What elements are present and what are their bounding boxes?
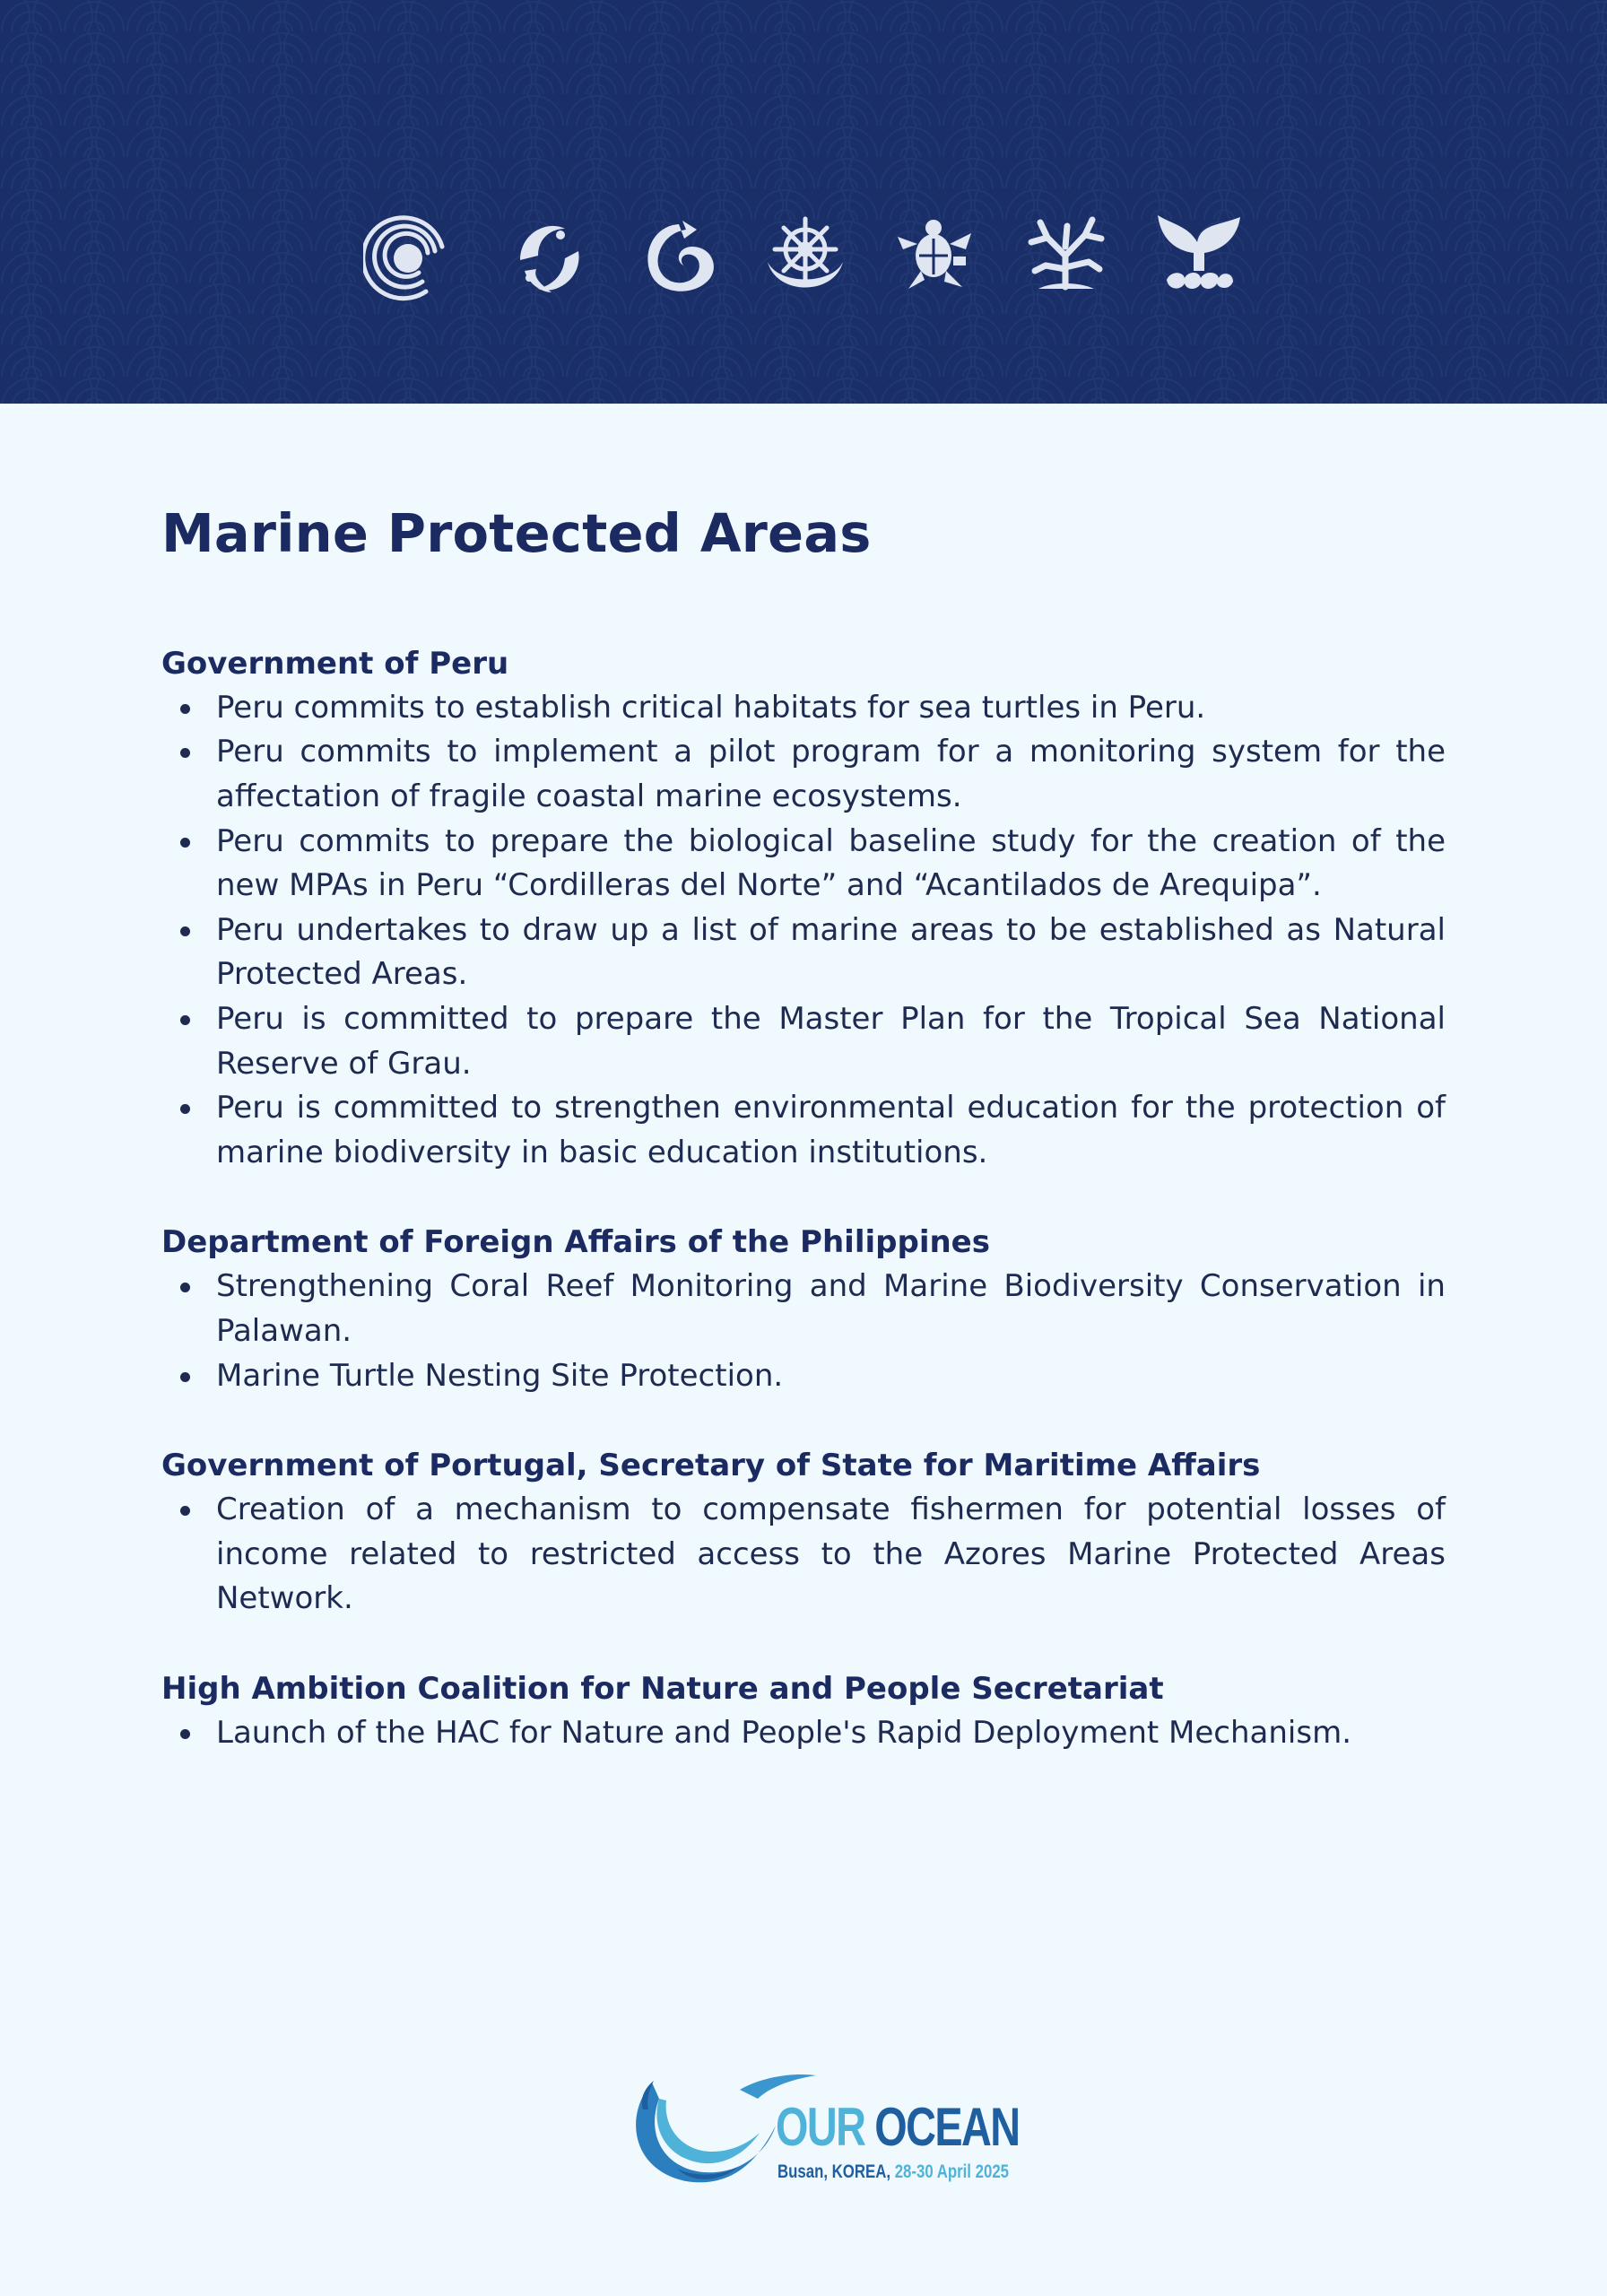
commitment-list (161, 1265, 1446, 1398)
section-portugal (161, 1443, 1446, 1622)
fish-circle-icon (502, 206, 592, 305)
whale-tail-icon (1154, 206, 1244, 305)
ship-wheel-icon (760, 206, 850, 305)
list-item: Peru commits to prepare the biological baseline study for the creation of the new MPAs in Peru “Cordilleras del Norte” and “Acantilados de Arequipa”. (216, 820, 1446, 909)
logo-dates: 28-30 April 2025 (894, 2161, 1010, 2182)
list-item: Launch of the HAC for Nature and People's Rapid Deployment Mechanism. (216, 1711, 1446, 1756)
logo-word-our: OUR (776, 2097, 865, 2157)
banner-icon-row (0, 206, 1607, 305)
header-banner (0, 0, 1607, 404)
page-title: Marine Protected Areas (161, 502, 872, 564)
section-peru (161, 641, 1446, 1176)
logo-event-info (777, 2161, 1009, 2183)
logo-word-ocean: OCEAN (874, 2097, 1020, 2157)
section-heading: Government of Portugal, Secretary of State for Maritime Affairs (161, 1448, 1261, 1484)
logo-location: Busan, KOREA, (777, 2161, 891, 2182)
scale-pattern-background (0, 0, 1607, 404)
document-body (161, 502, 1446, 1800)
list-item: Peru is committed to strengthen environmental education for the protection of marine biodiversity in basic education institutions. (216, 1086, 1446, 1175)
sea-turtle-icon (890, 206, 980, 305)
logo-wordmark (776, 2099, 1019, 2156)
commitment-list (161, 1711, 1446, 1756)
list-item: Peru commits to implement a pilot program for a monitoring system for the affectation of fragile coastal marine ecosystems. (216, 730, 1446, 819)
list-item: Peru undertakes to draw up a list of marine areas to be established as Natural Protected Areas. (216, 909, 1446, 997)
section-heading: Department of Foreign Affairs of the Philippines (161, 1224, 990, 1261)
commitment-list (161, 686, 1446, 1176)
section-heading: Government of Peru (161, 645, 509, 682)
list-item: Strengthening Coral Reef Monitoring and Marine Biodiversity Conservation in Palawan. (216, 1265, 1446, 1353)
wave-swirl-icon (634, 206, 724, 305)
list-item: Creation of a mechanism to compensate fishermen for potential losses of income related to restricted access to the Azores Marine Protected Areas Network. (216, 1488, 1446, 1622)
list-item: Peru is committed to prepare the Master Plan for the Tropical Sea National Reserve of Grau. (216, 997, 1446, 1086)
section-philippines (161, 1220, 1446, 1398)
section-heading: High Ambition Coalition for Nature and People Secretariat (161, 1670, 1164, 1707)
our-ocean-logo (623, 2063, 1020, 2197)
spiral-circle-icon (363, 206, 453, 305)
commitment-list (161, 1488, 1446, 1622)
section-hac (161, 1666, 1446, 1756)
list-item: Peru commits to establish critical habitats for sea turtles in Peru. (216, 686, 1446, 731)
list-item: Marine Turtle Nesting Site Protection. (216, 1354, 1446, 1399)
coral-icon (1021, 206, 1110, 305)
